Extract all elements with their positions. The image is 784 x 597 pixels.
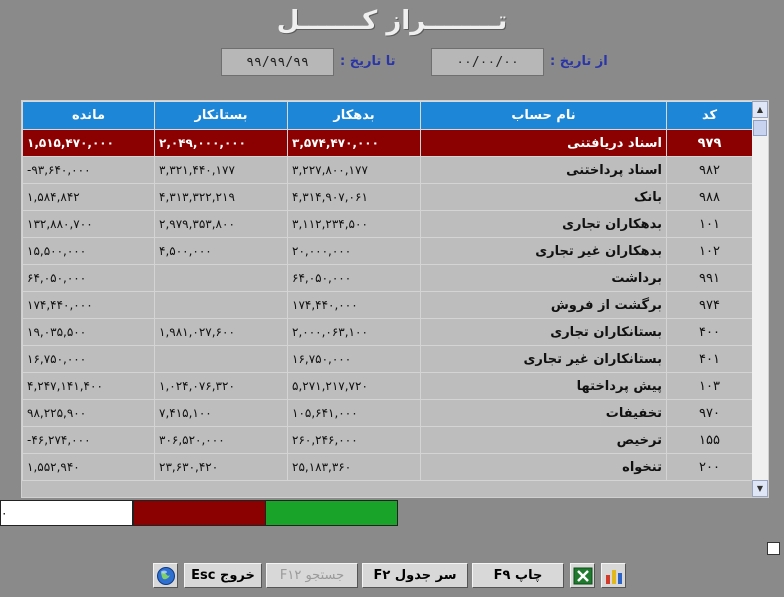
cell-code: ۹۷۰ (667, 400, 753, 427)
cell-balance: ۹۸,۲۲۵,۹۰۰ (23, 400, 155, 427)
cell-balance: ۱۵,۵۰۰,۰۰۰ (23, 238, 155, 265)
table-row[interactable] (23, 184, 753, 211)
cell-account-name: برگشت از فروش (421, 292, 667, 319)
cell-debit: ۳,۱۱۲,۲۳۴,۵۰۰ (288, 211, 421, 238)
option-checkbox[interactable] (767, 542, 780, 555)
cell-account-name: بدهکاران غیر تجاری (421, 238, 667, 265)
cell-account-name: برداشت (421, 265, 667, 292)
cell-code: ۴۰۱ (667, 346, 753, 373)
cell-code: ۲۰۰ (667, 454, 753, 481)
cell-debit: ۳,۲۲۷,۸۰۰,۱۷۷ (288, 157, 421, 184)
cell-balance: -۴۶,۲۷۴,۰۰۰ (23, 427, 155, 454)
table-row[interactable] (23, 157, 753, 184)
cell-credit: ۷,۴۱۵,۱۰۰ (155, 400, 288, 427)
cell-account-name: بستانکاران تجاری (421, 319, 667, 346)
scroll-up-icon[interactable]: ▲ (752, 101, 768, 118)
table-row[interactable] (23, 292, 753, 319)
page-title: تــــــــراز کـــــــل (276, 6, 508, 36)
cell-credit: ۳,۳۲۱,۴۴۰,۱۷۷ (155, 157, 288, 184)
cell-debit: ۴,۳۱۴,۹۰۷,۰۶۱ (288, 184, 421, 211)
table-header-row (23, 102, 753, 130)
table-row[interactable] (23, 265, 753, 292)
debit-total-field (265, 500, 398, 526)
cell-credit (155, 346, 288, 373)
table-row[interactable] (23, 238, 753, 265)
table-row[interactable] (23, 319, 753, 346)
cell-code: ۴۰۰ (667, 319, 753, 346)
search-button[interactable]: جستجو F۱۲ (266, 563, 358, 588)
cell-account-name: بدهکاران تجاری (421, 211, 667, 238)
cell-code: ۱۰۳ (667, 373, 753, 400)
table-row[interactable] (23, 346, 753, 373)
cell-credit: ۲۳,۶۳۰,۴۲۰ (155, 454, 288, 481)
cell-credit (155, 292, 288, 319)
cell-debit: ۱۶,۷۵۰,۰۰۰ (288, 346, 421, 373)
cell-balance: ۶۴,۰۵۰,۰۰۰ (23, 265, 155, 292)
cell-balance: -۹۳,۶۴۰,۰۰۰ (23, 157, 155, 184)
column-header-code[interactable]: کد (667, 102, 753, 130)
cell-account-name: اسناد پرداختنی (421, 157, 667, 184)
exit-button[interactable]: خروج Esc (184, 563, 262, 588)
cell-credit: ۲,۰۴۹,۰۰۰,۰۰۰ (155, 130, 288, 157)
cell-credit: ۱,۹۸۱,۰۲۷,۶۰۰ (155, 319, 288, 346)
cell-debit: ۱۷۴,۴۴۰,۰۰۰ (288, 292, 421, 319)
cell-debit: ۵,۲۷۱,۲۱۷,۷۲۰ (288, 373, 421, 400)
table-head-button[interactable]: سر جدول F۲ (362, 563, 468, 588)
cell-debit: ۳,۵۷۴,۴۷۰,۰۰۰ (288, 130, 421, 157)
cell-balance: ۱,۵۱۵,۴۷۰,۰۰۰ (23, 130, 155, 157)
cell-debit: ۲۵,۱۸۳,۳۶۰ (288, 454, 421, 481)
cell-account-name: ترخیص (421, 427, 667, 454)
globe-icon[interactable] (153, 563, 178, 588)
cell-account-name: بانک (421, 184, 667, 211)
cell-code: ۱۵۵ (667, 427, 753, 454)
scroll-thumb[interactable] (753, 120, 767, 136)
cell-debit: ۱۰۵,۶۴۱,۰۰۰ (288, 400, 421, 427)
scroll-down-icon[interactable]: ▼ (752, 480, 768, 497)
vertical-scrollbar[interactable] (752, 101, 768, 497)
balance-total-field: ۰ (0, 500, 133, 526)
from-date-label: از تاریخ : (550, 54, 608, 69)
cell-balance: ۱۹,۰۳۵,۵۰۰ (23, 319, 155, 346)
cell-credit: ۱,۰۲۴,۰۷۶,۳۲۰ (155, 373, 288, 400)
table-row[interactable] (23, 427, 753, 454)
cell-account-name: پیش پرداختها (421, 373, 667, 400)
column-header-balance[interactable]: مانده (23, 102, 155, 130)
cell-code: ۹۷۹ (667, 130, 753, 157)
excel-icon[interactable] (570, 563, 595, 588)
cell-code: ۱۰۱ (667, 211, 753, 238)
cell-credit: ۴,۳۱۳,۳۲۲,۲۱۹ (155, 184, 288, 211)
table-row[interactable] (23, 373, 753, 400)
cell-debit: ۲,۰۰۰,۰۶۳,۱۰۰ (288, 319, 421, 346)
cell-credit: ۲,۹۷۹,۳۵۳,۸۰۰ (155, 211, 288, 238)
cell-debit: ۶۴,۰۵۰,۰۰۰ (288, 265, 421, 292)
to-date-field[interactable]: ۹۹/۹۹/۹۹ (221, 48, 334, 76)
cell-balance: ۱۳۲,۸۸۰,۷۰۰ (23, 211, 155, 238)
column-header-credit[interactable]: بستانکار (155, 102, 288, 130)
cell-account-name: تخفیفات (421, 400, 667, 427)
cell-debit: ۲۶۰,۲۴۶,۰۰۰ (288, 427, 421, 454)
cell-account-name: تنخواه (421, 454, 667, 481)
cell-account-name: اسناد دریافتنی (421, 130, 667, 157)
cell-code: ۹۹۱ (667, 265, 753, 292)
to-date-label: تا تاریخ : (340, 54, 396, 69)
cell-code: ۹۸۲ (667, 157, 753, 184)
table-row[interactable] (23, 400, 753, 427)
cell-code: ۹۸۸ (667, 184, 753, 211)
cell-code: ۱۰۲ (667, 238, 753, 265)
table-row[interactable] (23, 454, 753, 481)
cell-credit: ۳۰۶,۵۲۰,۰۰۰ (155, 427, 288, 454)
cell-credit (155, 265, 288, 292)
column-header-debit[interactable]: بدهکار (288, 102, 421, 130)
chart-icon[interactable] (601, 563, 626, 588)
trial-balance-grid[interactable] (21, 100, 769, 498)
cell-debit: ۲۰,۰۰۰,۰۰۰ (288, 238, 421, 265)
cell-balance: ۱,۵۵۲,۹۴۰ (23, 454, 155, 481)
credit-total-field (133, 500, 266, 526)
from-date-field[interactable]: ۰۰/۰۰/۰۰ (431, 48, 544, 76)
column-header-account-name[interactable]: نام حساب (421, 102, 667, 130)
cell-balance: ۱,۵۸۴,۸۴۲ (23, 184, 155, 211)
table-row[interactable] (23, 211, 753, 238)
cell-balance: ۴,۲۴۷,۱۴۱,۴۰۰ (23, 373, 155, 400)
table-row[interactable] (23, 130, 753, 157)
cell-credit: ۴,۵۰۰,۰۰۰ (155, 238, 288, 265)
cell-balance: ۱۷۴,۴۴۰,۰۰۰ (23, 292, 155, 319)
print-button[interactable]: چاپ F۹ (472, 563, 564, 588)
cell-balance: ۱۶,۷۵۰,۰۰۰ (23, 346, 155, 373)
trial-balance-table (22, 101, 753, 481)
cell-account-name: بستانکاران غیر تجاری (421, 346, 667, 373)
cell-code: ۹۷۴ (667, 292, 753, 319)
